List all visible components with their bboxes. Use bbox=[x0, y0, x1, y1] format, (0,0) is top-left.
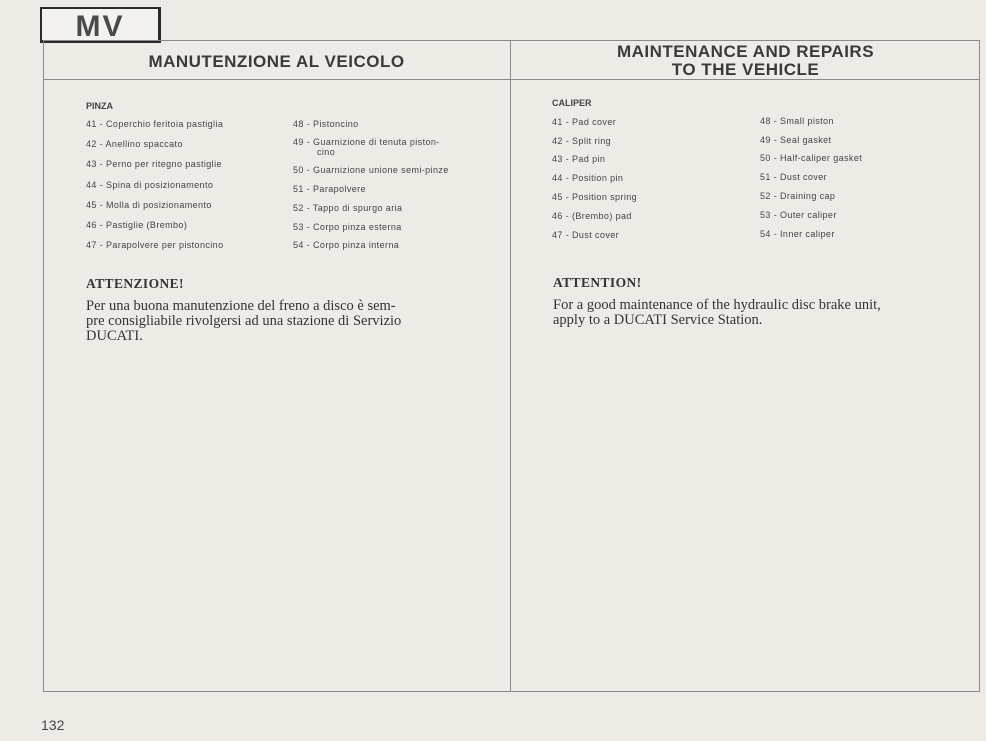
list-item: 42 - Anellino spaccato bbox=[86, 139, 183, 149]
list-item: 53 - Outer caliper bbox=[760, 210, 837, 220]
right-heading bbox=[511, 43, 980, 79]
list-item: 50 - Half-caliper gasket bbox=[760, 153, 863, 163]
right-attention-body bbox=[553, 298, 881, 328]
right-heading-line2: TO THE VEHICLE bbox=[671, 60, 820, 79]
list-item: 41 - Pad cover bbox=[552, 117, 617, 127]
list-item: 46 - Pastiglie (Brembo) bbox=[86, 220, 188, 230]
mv-logo bbox=[40, 7, 161, 43]
list-item: 51 - Parapolvere bbox=[293, 184, 366, 194]
list-item: 51 - Dust cover bbox=[760, 172, 828, 182]
list-item: cino bbox=[317, 147, 336, 157]
list-item: 44 - Position pin bbox=[552, 173, 624, 183]
right-heading-line1: MAINTENANCE AND REPAIRS bbox=[616, 42, 875, 61]
list-item: 48 - Small piston bbox=[760, 116, 834, 126]
list-item: 43 - Pad pin bbox=[552, 154, 606, 164]
left-attention-title: ATTENZIONE! bbox=[86, 276, 184, 291]
list-item: 47 - Dust cover bbox=[552, 230, 620, 240]
right-attention-line: apply to a DUCATI Service Station. bbox=[553, 312, 763, 328]
list-item: 52 - Draining cap bbox=[760, 191, 836, 201]
right-section-label: CALIPER bbox=[552, 98, 592, 108]
left-heading: MANUTENZIONE AL VEICOLO bbox=[148, 52, 405, 71]
list-item: 48 - Pistoncino bbox=[293, 119, 359, 129]
list-item: 53 - Corpo pinza esterna bbox=[293, 222, 402, 232]
page-frame bbox=[43, 40, 980, 692]
left-attention-line: DUCATI. bbox=[86, 328, 143, 344]
column-divider bbox=[510, 40, 511, 692]
page-number: 132 bbox=[41, 717, 65, 733]
right-attention-title: ATTENTION! bbox=[553, 275, 642, 290]
list-item: 47 - Parapolvere per pistoncino bbox=[86, 240, 224, 250]
left-section-label: PINZA bbox=[86, 101, 113, 111]
list-item: 41 - Coperchio feritoia pastiglia bbox=[86, 119, 224, 129]
left-attention-line: pre consigliabile rivolgersi ad una stazione di Servizio bbox=[86, 313, 402, 329]
list-item: 49 - Guarnizione di tenuta piston- bbox=[293, 137, 440, 147]
list-item: 54 - Inner caliper bbox=[760, 229, 835, 239]
logo-text: MV bbox=[75, 10, 125, 43]
list-item: 54 - Corpo pinza interna bbox=[293, 240, 400, 250]
list-item: 46 - (Brembo) pad bbox=[552, 211, 632, 221]
list-item: 45 - Position spring bbox=[552, 192, 638, 202]
list-item: 43 - Perno per ritegno pastiglie bbox=[86, 159, 222, 169]
list-item: 42 - Split ring bbox=[552, 136, 612, 146]
list-item: 49 - Seal gasket bbox=[760, 135, 832, 145]
header-divider bbox=[43, 79, 980, 80]
list-item: 44 - Spina di posizionamento bbox=[86, 180, 214, 190]
list-item: 52 - Tappo di spurgo aria bbox=[293, 203, 403, 213]
list-item: 50 - Guarnizione unione semi-pinze bbox=[293, 165, 449, 175]
left-attention-line: Per una buona manutenzione del freno a disco è sem- bbox=[86, 298, 396, 314]
left-attention-body bbox=[86, 299, 401, 344]
list-item: 45 - Molla di posizionamento bbox=[86, 200, 212, 210]
right-attention-line: For a good maintenance of the hydraulic disc brake unit, bbox=[553, 297, 881, 313]
